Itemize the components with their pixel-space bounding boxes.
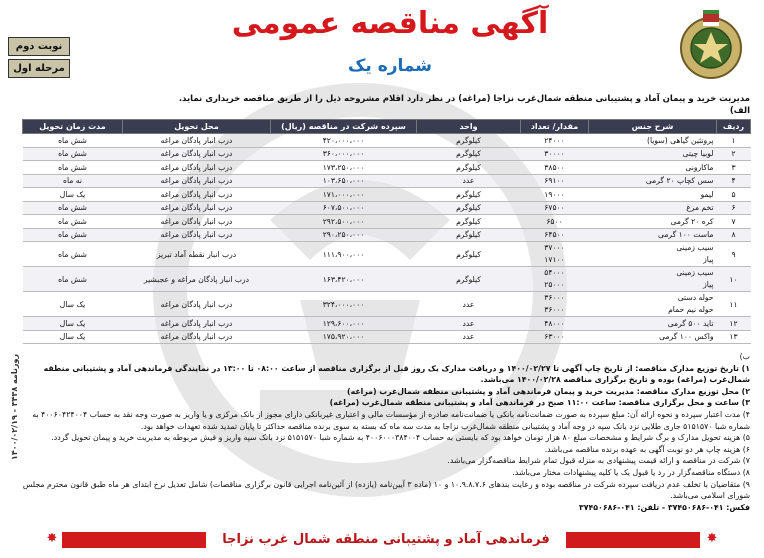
terms-section [22,351,750,513]
cell-description-line: پیاز [703,255,714,264]
round-badge: نوبت دوم [8,37,70,56]
cell-unit: کیلوگرم [417,188,521,202]
col-header-qty: مقدار/ تعداد [521,120,589,134]
cell-description-line: سیب زمینی [676,268,714,277]
cell-deposit: ۳۶۰،۰۰۰،۰۰۰ [271,147,417,161]
cell-description: سس کچاپ ۲۰ گرمی [589,174,717,188]
cell-row-number: ۱۲ [717,317,751,331]
table-row [23,147,751,161]
term-1: ۱) تاریخ توزیع مدارک مناقصه: از تاریخ چاپ آگهی تا ۱۴۰۰/۰۲/۲۷ و دریافت مدارک یک روز قبل از برگزاری مناقصه از ساعت ۰۸:۰۰ تا ۱۳:۰۰ در نمایندگی فرماندهی آماد و پشتیبانی منطقه شمال‌غرب (مراغه) بوده و تاریخ برگزاری مناقصه ۱۴۰۰/۰۲/۲۸ می‌باشد. [43,363,750,385]
cell-delivery-place: درب انبار نقطه آماد تبریز [123,242,271,267]
term-9: ۹) متقاضیان با تخلف عدم دریافت سپرده شرکت در مناقصه بوده و رعایت بندهای ۱۰.۹.۸.۷.۶ و ۱۰ (ماده ۳ آیین‌نامه (یازده) از آئین‌نامه اجرایی قانون برگزاری مناقصات) شامل تعدیل نرخ ابتدای هر ماه طبق قانون محترم مجلس شورای اسلامی می‌باشد. [22,479,750,501]
cell-quantity-line: ۳۷۰۰۰ [544,243,565,252]
cell-unit: عدد [417,174,521,188]
table-row [23,292,751,317]
cell-row-number: ۱۳ [717,330,751,344]
cell-quantity: ۳۰۰۰۰ [521,147,589,161]
term-2: ۲) محل توزیع مدارک مناقصه: مدیریت خرید و پیمان فرماندهی آماد و پشتیبانی منطقه شمال‌غرب (مراغه) [347,386,750,396]
cell-unit: کیلوگرم [417,228,521,242]
cell-delivery-time: شش ماه [23,228,123,242]
cell-delivery-time: شش ماه [23,215,123,229]
stage-badge: مرحله اول [8,59,70,78]
cell-delivery-time: شش ماه [23,134,123,148]
cell-delivery-place: درب انبار پادگان مراغه [123,215,271,229]
cell-quantity-line: ۱۷۱۰۰ [544,255,565,264]
cell-delivery-time: شش ماه [23,161,123,175]
cell-row-number: ۳ [717,161,751,175]
table-row [23,134,751,148]
tender-items-table [22,119,751,344]
cell-deposit: ۱۷۵،۹۲۰،۰۰۰ [271,330,417,344]
cell-description: تخم مرغ [589,201,717,215]
table-body [23,134,751,344]
cell-deposit: ۴۲۰،۰۰۰،۰۰۰ [271,134,417,148]
col-header-desc: شرح جنس [589,120,717,134]
table-header-row [23,120,751,134]
table-row [23,317,751,331]
table-row [23,267,751,292]
cell-unit: کیلوگرم [417,215,521,229]
newspaper-code [2,300,19,530]
tender-number: شماره یک [347,56,433,76]
cell-row-number: ۱۰ [717,267,751,292]
cell-deposit: ۱۷۱،۰۰۰،۰۰۰ [271,188,417,202]
term-8: ۸) دستگاه مناقصه‌گزار در رد یا قبول یک یا کلیه پیشنهادات مختار می‌باشد. [512,467,750,477]
cell-quantity: ۶۹۱۰۰ [521,174,589,188]
cell-unit: کیلوگرم [417,242,521,267]
cell-description: لوبیا چیتی [589,147,717,161]
cell-description: پروتئین گیاهی (سویا) [589,134,717,148]
contact-phone-fax: فکس: ۰۴۱-۳۷۴۵۰۶۸۶ - تلفن: ۰۴۱-۳۷۴۵۰۶۸۶ [579,502,750,512]
newspaper-code-text: روزنامه ۳۴۳۸ - ۱۴۰۰/۰۲/۱۹ [10,353,19,461]
cell-quantity: ۱۹۰۰۰ [521,188,589,202]
cell-row-number: ۸ [717,228,751,242]
cell-deposit: ۳۲۴،۰۰۰،۰۰۰ [271,292,417,317]
cell-delivery-place: درب انبار پادگان مراغه [123,228,271,242]
term-7: ۷) شرکت در مناقصه و ارائه قیمت پیشنهادی به منزله قبول تمام شرایط مناقصه‌گزار می‌باشد. [447,456,750,466]
cell-deposit: ۱۰۳،۶۵۰،۰۰۰ [271,174,417,188]
cell-deposit: ۲۹۰،۲۵۰،۰۰۰ [271,228,417,242]
table-row [23,330,751,344]
cell-delivery-time: یک سال [23,292,123,317]
cell-deposit: ۶۰۷،۵۰۰،۰۰۰ [271,201,417,215]
cell-row-number: ۵ [717,188,751,202]
cell-quantity: ۲۴۰۰۰ [521,134,589,148]
table-row [23,188,751,202]
cell-quantity: ۶۴۵۰۰ [521,228,589,242]
cell-unit: عدد [417,330,521,344]
col-header-row: ردیف [717,120,751,134]
cell-quantity: ۴۸۰۰۰ [521,317,589,331]
cell-description: واکس ۱۰۰ گرمی [589,330,717,344]
cell-unit: عدد [417,317,521,331]
cell-deposit: ۱۷۳،۲۵۰،۰۰۰ [271,161,417,175]
cell-delivery-place: درب انبار پادگان مراغه [123,161,271,175]
cell-description-line: حوله نیم حمام [668,305,714,314]
cell-quantity [521,242,589,267]
cell-unit: کیلوگرم [417,147,521,161]
table-row [23,228,751,242]
cell-quantity-line: ۳۶۰۰۰ [544,305,565,314]
term-3: ۳) ساعت و محل برگزاری مناقصه: ساعت ۱۱:۰۰ صبح در فرماندهی آماد و پشتیبانی منطقه شمال‌غرب (مراغه) [329,398,750,408]
cell-delivery-time: نه ماه [23,174,123,188]
cell-description: لیمو [589,188,717,202]
cell-row-number: ۶ [717,201,751,215]
cell-delivery-time: شش ماه [23,147,123,161]
cell-unit: کیلوگرم [417,267,521,292]
cell-quantity: ۶۷۵۰۰ [521,201,589,215]
cell-delivery-place: درب انبار پادگان مراغه [123,147,271,161]
cell-quantity-line: ۵۴۰۰۰ [544,268,565,277]
cell-description: تاید ۵۰۰ گرمی [589,317,717,331]
cell-delivery-place: درب انبار پادگان مراغه [123,174,271,188]
cell-delivery-place: درب انبار پادگان مراغه [123,317,271,331]
cell-deposit: ۱۶۳،۴۲۰،۰۰۰ [271,267,417,292]
cell-quantity-line: ۳۶۰۰۰ [544,293,565,302]
cell-row-number: ۴ [717,174,751,188]
cell-description-line: حوله دستی [677,293,714,302]
term-5: ۵) هزینه تحویل مدارک و برگ شرایط و مشخصات مبلغ ۸۰ هزار تومان خواهد بود که بایستی به حساب ۴۰۰۶۰۰۰۳۸۴۰۰۴ به شماره شبا ۵۱۵۱۵۷۰ نزد بانک سپه واریز و فیش مربوطه به مدیریت خرید و پیمان تحویل گردد. [51,433,750,443]
cell-quantity: ۶۳۰۰۰ [521,330,589,344]
cell-quantity: ۳۸۵۰۰ [521,161,589,175]
table-row [23,215,751,229]
table-row [23,161,751,175]
footer-banner [22,530,750,550]
cell-deposit: ۲۹۲،۵۰۰،۰۰۰ [271,215,417,229]
cell-delivery-place: درب انبار پادگان مراغه [123,188,271,202]
star-icon: ✸ [706,531,718,546]
intro-text: مدیریت خرید و پیمان آماد و پشتیبانی منطقه شمال‌غرب نزاجا (مراغه) در نظر دارد اقلام مشروحه ذیل را از طریق مناقصه خریداری نماید. [178,94,750,104]
cell-description: ماست ۱۰۰ گرمی [589,228,717,242]
cell-delivery-time: شش ماه [23,267,123,292]
section-b-label: ب) [739,352,750,361]
cell-delivery-time: شش ماه [23,242,123,267]
cell-row-number: ۹ [717,242,751,267]
cell-delivery-place: درب انبار پادگان مراغه [123,330,271,344]
cell-deposit: ۱۱۱،۹۰۰،۰۰۰ [271,242,417,267]
cell-unit: عدد [417,292,521,317]
cell-delivery-time: شش ماه [23,201,123,215]
col-header-time: مدت زمان تحویل [23,120,123,134]
cell-delivery-time: یک سال [23,317,123,331]
cell-unit: کیلوگرم [417,161,521,175]
col-header-place: محل تحویل [123,120,271,134]
cell-delivery-place: درب انبار پادگان مراغه [123,292,271,317]
star-icon: ✸ [46,531,58,546]
col-header-deposit: سپرده شرکت در مناقصه (ریال) [271,120,417,134]
cell-quantity-line: ۲۵۰۰۰ [544,280,565,289]
cell-row-number: ۱۱ [717,292,751,317]
cell-description [589,267,717,292]
page-title: آگهی مناقصه عمومی [231,6,549,41]
cell-description: کره ۲۰ گرمی [589,215,717,229]
cell-delivery-time: یک سال [23,330,123,344]
cell-delivery-place: درب انبار پادگان مراغه [123,134,271,148]
army-emblem-icon [676,10,746,82]
cell-description [589,242,717,267]
cell-row-number: ۱ [717,134,751,148]
term-4: ۴) مدت اعتبار سپرده و نحوه ارائه آن: مبلغ سپرده به صورت ضمانت‌نامه بانکی یا ضمانت‌نامه صادره از مؤسسات مالی و اعتباری غیربانکی دارای مجوز از بانک مرکزی و یا واریز به صورت وجه نقد به حساب ۴۰۰۶۰۴۲۴۰۰۴ به شماره شبا ۵۱۵۱۵۷۰ جاری طلایی نزد بانک سپه در وجه آماد و پشتیبانی منطقه شمال‌غرب نزاجا به مدت سه ماه که بسته به سوی برنده مناقصه حداکثر تا پایان تمدید شده تعهدات خواهد بود. [32,409,750,431]
cell-row-number: ۷ [717,215,751,229]
cell-quantity: ۶۵۰۰ [521,215,589,229]
cell-delivery-place: درب انبار پادگان مراغه [123,201,271,215]
col-header-unit: واحد [417,120,521,134]
cell-quantity [521,267,589,292]
cell-unit: کیلوگرم [417,201,521,215]
cell-quantity [521,292,589,317]
table-row [23,174,751,188]
cell-delivery-time: یک سال [23,188,123,202]
cell-row-number: ۲ [717,147,751,161]
cell-unit: کیلوگرم [417,134,521,148]
table-row [23,201,751,215]
term-6: ۶) هزینه چاپ هر دو نوبت آگهی به عهده برنده مناقصه می‌باشد. [544,444,750,454]
cell-description-line: پیاز [703,280,714,289]
cell-description: ماکارونی [589,161,717,175]
table-row [23,242,751,267]
footer-organization-name: فرماندهی آماد و پشتیبانی منطقه شمال غرب نزاجا [206,532,566,548]
cell-description-line: سیب زمینی [676,243,714,252]
section-a-label: الف) [729,106,750,116]
cell-delivery-place: درب انبار پادگان مراغه و عجبشیر [123,267,271,292]
cell-deposit: ۱۲۹،۶۰۰،۰۰۰ [271,317,417,331]
cell-description [589,292,717,317]
